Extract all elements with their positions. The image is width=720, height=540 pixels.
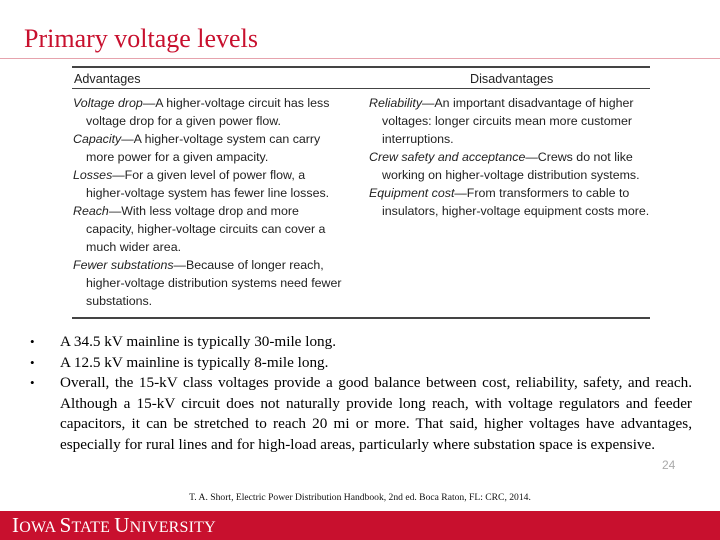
advantage-term: Reach — [73, 204, 109, 218]
bullet-text: A 12.5 kV mainline is typically 8-mile long. — [60, 353, 329, 371]
advantage-fewer-substations — [73, 256, 363, 310]
table-top-rule — [72, 66, 650, 68]
advantage-text: more power for a given ampacity. — [86, 150, 269, 164]
table-bottom-rule — [72, 317, 650, 319]
disadvantage-crew-safety — [369, 148, 650, 184]
advantage-text: —A higher-voltage circuit has less — [142, 96, 330, 110]
bullet-marker: • — [30, 375, 35, 390]
citation: T. A. Short, Electric Power Distribution Handbook, 2nd ed. Boca Raton, FL: CRC, 2014. — [189, 492, 531, 503]
logo-text: U — [114, 513, 130, 537]
bullet-item — [30, 373, 692, 455]
logo-text: NIVERSITY — [129, 519, 216, 536]
advantage-term: Losses — [73, 168, 113, 182]
title-divider — [0, 58, 720, 59]
bullet-text: Overall, the 15-kV class voltages provide a good balance between cost, reliability, safety, and reach. Although a 15-kV circuit does not naturally provide long reach, with voltage regulators and feeder capacitors, it can be stretched to reach 20 mi or more. That said, higher voltages have advantages, especially for rural lines and for high-load areas, particularly where substation space is expensive. — [60, 374, 692, 453]
disadvantage-text: —An important disadvantage of higher — [422, 96, 634, 110]
disadvantage-term: Equipment cost — [369, 186, 455, 200]
advantage-text: higher-voltage system has fewer line losses. — [86, 186, 330, 200]
disadvantage-text: —Crews do not like — [525, 150, 633, 164]
disadvantage-text: voltages: longer circuits mean more customer — [382, 114, 632, 128]
advantage-losses — [73, 166, 363, 202]
disadvantages-column — [369, 94, 650, 220]
disadvantage-text: interruptions. — [382, 132, 454, 146]
advantage-text: —With less voltage drop and more — [108, 204, 299, 218]
logo-text: OWA — [19, 519, 60, 536]
advantage-text: much wider area. — [86, 240, 182, 254]
advantage-text: —Because of longer reach, — [173, 258, 324, 272]
bullet-marker: • — [30, 334, 35, 349]
advantage-text: capacity, higher-voltage circuits can cover a — [86, 222, 326, 236]
bullet-item — [30, 353, 692, 374]
disadvantage-equipment-cost — [369, 184, 650, 220]
disadvantage-text: —From transformers to cable to — [454, 186, 630, 200]
disadvantage-reliability — [369, 94, 650, 148]
bullet-item — [30, 332, 692, 353]
logo-text: TATE — [71, 519, 115, 536]
advantages-column — [73, 94, 363, 310]
advantage-term: Capacity — [73, 132, 122, 146]
advantage-text: —For a given level of power flow, a — [112, 168, 306, 182]
advantage-text: —A higher-voltage system can carry — [121, 132, 321, 146]
advantage-text: higher-voltage distribution systems need fewer — [86, 276, 342, 290]
advantage-term: Voltage drop — [73, 96, 143, 110]
bullet-marker: • — [30, 354, 35, 370]
slide-title: Primary voltage levels — [24, 24, 258, 53]
advantage-term: Fewer substations — [73, 258, 174, 272]
advantage-text: voltage drop for a given power flow. — [86, 114, 281, 128]
advantage-capacity — [73, 130, 363, 166]
disadvantage-text: working on higher-voltage distribution systems. — [382, 168, 640, 182]
disadvantage-term: Reliability — [369, 96, 423, 110]
bullet-list — [30, 332, 692, 455]
advantages-disadvantages-table — [72, 64, 650, 318]
bullet-text: A 34.5 kV mainline is typically 30-mile long. — [60, 333, 337, 350]
header-disadvantages: Disadvantages — [470, 72, 554, 86]
header-advantages: Advantages — [74, 72, 141, 86]
advantage-text: substations. — [86, 294, 153, 308]
logo-text: I — [12, 513, 20, 537]
disadvantage-text: insulators, higher-voltage equipment costs more. — [382, 204, 650, 218]
footer-bar — [0, 511, 720, 540]
logo-text: S — [59, 513, 72, 537]
advantage-reach — [73, 202, 363, 256]
table-header-rule — [72, 88, 650, 89]
university-logo — [12, 513, 216, 538]
advantage-voltage-drop — [73, 94, 363, 130]
disadvantage-term: Crew safety and acceptance — [369, 150, 526, 164]
page-number: 24 — [662, 458, 676, 472]
